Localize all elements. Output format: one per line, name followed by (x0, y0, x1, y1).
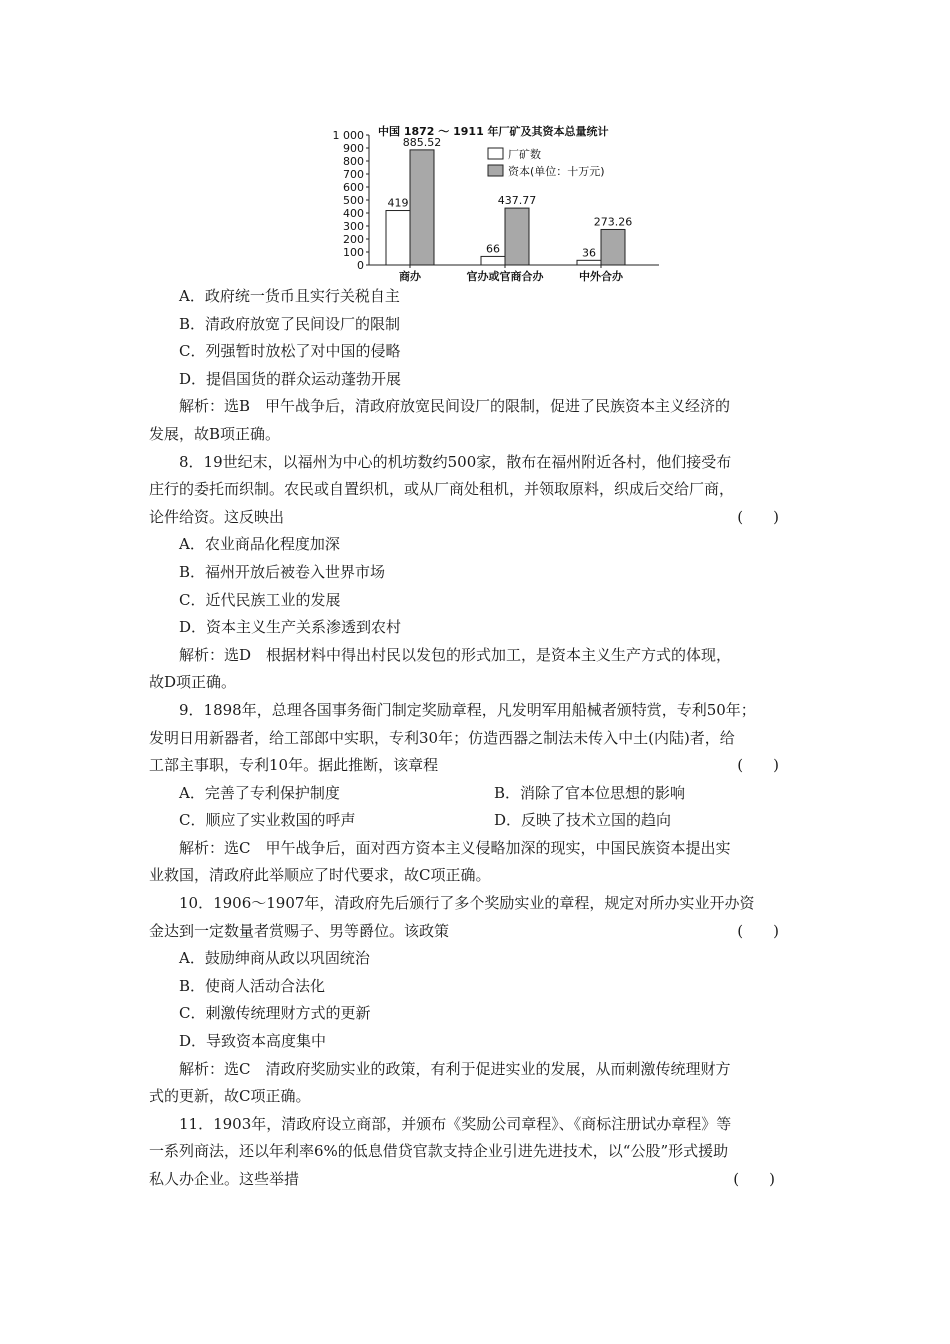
q9-option-a: A．完善了专利保护制度 (179, 783, 340, 802)
q9-option-b: B．消除了官本位思想的影响 (494, 783, 686, 802)
y-tick-label: 200 (343, 233, 364, 246)
q8-stem-line-3 (149, 504, 809, 532)
q8-stem-text: 论件给资。这反映出 (149, 507, 285, 526)
q8-option-c: C．近代民族工业的发展 (179, 590, 341, 609)
bar-value-label: 419 (387, 196, 409, 210)
y-tick-label: 700 (343, 168, 364, 181)
q11-stem-line-2: 一系列商法，还以年利率6%的低息借贷官款支持企业引进先进技术，以“公股”形式援助 (149, 1142, 729, 1161)
q10-option-c: C．刺激传统理财方式的更新 (179, 1004, 371, 1023)
x-category-label: 中外合办 (579, 270, 623, 283)
q9-stem-line-1: 9．1898年，总理各国事务衙门制定奖励章程，凡发明军用船械者颁特赏，专利50年； (179, 700, 756, 719)
q9-stem-line-3 (149, 752, 809, 780)
q10-option-a: A．鼓励绅商从政以巩固统治 (179, 949, 370, 968)
q9-analysis-line-1: 解析：选C 甲午战争后，面对西方资本主义侵略加深的现实，中国民族资本提出实 (179, 838, 731, 857)
q8-answer-blank: ( ) (737, 507, 779, 526)
q8-stem-line-2: 庄行的委托而织制。农民或自置织机，或从厂商处租机，并领取原料，织成后交给厂商， (149, 480, 735, 499)
bar-value-label: 885.52 (402, 135, 442, 149)
q8-analysis-line-1: 解析：选D 根据材料中得出村民以发包的形式加工，是资本主义生产方式的体现， (179, 645, 732, 664)
x-category-label: 官办或官商合办 (466, 270, 544, 283)
q7-analysis-line-1: 解析：选B 甲午战争后，清政府放宽民间设厂的限制，促进了民族资本主义经济的 (179, 397, 731, 416)
bar-value-label: 273.26 (593, 215, 633, 229)
bar-value-label: 66 (486, 242, 500, 256)
q9-answer-blank: ( ) (737, 756, 779, 775)
y-tick-label: 500 (343, 194, 364, 207)
y-tick-label: 100 (343, 246, 364, 259)
legend-swatch-factories (488, 148, 503, 159)
bar-capital (410, 150, 434, 265)
q8-option-b: B．福州开放后被卷入世界市场 (179, 562, 386, 581)
legend-swatch-capital (488, 165, 503, 176)
chart-title: 中国 1872 ～ 1911 年厂矿及其资本总量统计 (378, 125, 609, 138)
chart-legend (488, 147, 605, 178)
q9-options-row-2 (149, 807, 809, 835)
q10-analysis-line-2: 式的更新，故C项正确。 (149, 1087, 311, 1106)
bar-capital (601, 229, 625, 265)
y-tick-label: 900 (343, 142, 364, 155)
q10-option-b: B．使商人活动合法化 (179, 976, 326, 995)
q8-option-d: D．资本主义生产关系渗透到农村 (179, 618, 402, 637)
q11-stem-line-3 (149, 1166, 809, 1194)
bar-factories (386, 211, 410, 265)
legend-label-factories: 厂矿数 (508, 148, 541, 161)
q8-option-a: A．农业商品化程度加深 (179, 535, 340, 554)
q10-option-d: D．导致资本高度集中 (179, 1032, 327, 1051)
q9-option-c: C．顺应了实业救国的呼声 (179, 811, 356, 830)
exam-content (149, 283, 809, 1194)
bar-factories (577, 260, 601, 265)
q7-option-b: B．清政府放宽了民间设厂的限制 (179, 314, 401, 333)
bar-value-label: 437.77 (497, 194, 537, 208)
q9-stem-text: 工部主事职，专利10年。据此推断，该章程 (149, 756, 439, 775)
bar-value-label: 36 (582, 246, 596, 260)
q9-options-row-1 (149, 780, 809, 808)
q7-analysis-line-2: 发展，故B项正确。 (149, 424, 281, 443)
q7-option-c: C．列强暂时放松了对中国的侵略 (179, 342, 401, 361)
y-tick-label: 0 (357, 259, 364, 272)
y-tick-label: 800 (343, 155, 364, 168)
bar-capital (505, 208, 529, 265)
y-tick-label: 400 (343, 207, 364, 220)
y-tick-label: 1 000 (332, 129, 364, 142)
q10-answer-blank: ( ) (737, 921, 779, 940)
x-category-label: 商办 (399, 270, 421, 283)
q10-stem-line-2 (149, 918, 809, 946)
q8-analysis-line-2: 故D项正确。 (149, 673, 237, 692)
q10-stem-line-1: 10．1906～1907年，清政府先后颁行了多个奖励实业的章程，规定对所办实业开办资 (179, 894, 755, 913)
q7-option-a: A．政府统一货币且实行关税自主 (179, 287, 400, 305)
q11-stem-text: 私人办企业。这些举措 (149, 1170, 300, 1188)
q8-stem-line-1: 8．19世纪末，以福州为中心的机坊数约500家，散布在福州附近各村，他们接受布 (179, 452, 732, 471)
q9-option-d: D．反映了技术立国的趋向 (494, 811, 672, 830)
q11-stem-line-1: 11．1903年，清政府设立商部，并颁布《奖励公司章程》、《商标注册试办章程》等 (179, 1114, 732, 1133)
factory-capital-bar-chart (326, 118, 666, 290)
y-tick-label: 300 (343, 220, 364, 233)
q10-analysis-line-1: 解析：选C 清政府奖励实业的政策，有利于促进实业的发展，从而刺激传统理财方 (179, 1059, 731, 1078)
legend-label-capital: 资本(单位：十万元) (508, 165, 605, 178)
q11-answer-blank: ( ) (733, 1170, 775, 1188)
q9-analysis-line-2: 业救国，清政府此举顺应了时代要求，故C项正确。 (149, 866, 491, 885)
y-tick-label: 600 (343, 181, 364, 194)
q9-stem-line-2: 发明日用新器者，给工部郎中实职，专利30年；仿造西器之制法未传入中土(内陆)者，给 (149, 728, 735, 747)
q10-stem-text: 金达到一定数量者赏赐子、男等爵位。该政策 (149, 921, 450, 940)
bar-factories (481, 256, 505, 265)
q7-option-d: D．提倡国货的群众运动蓬勃开展 (179, 369, 402, 388)
